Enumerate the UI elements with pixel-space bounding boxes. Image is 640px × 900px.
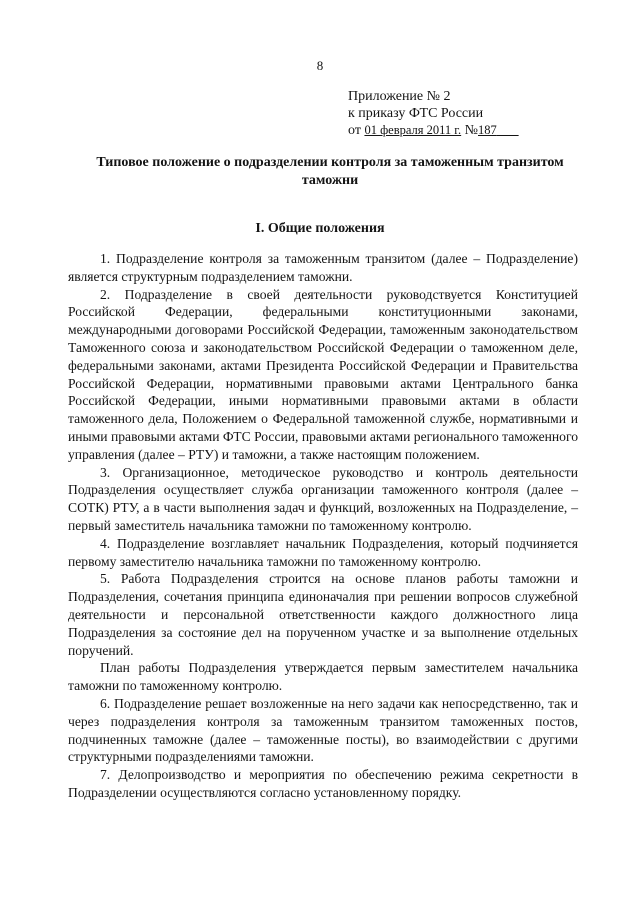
paragraph-5-plan: План работы Подразделения утверждается первым заместителем начальника таможни по таможенному контролю. xyxy=(68,660,578,694)
paragraph-7: 7. Делопроизводство и мероприятия по обеспечению режима секретности в Подразделении осуществляются согласно установленному порядку. xyxy=(68,767,578,800)
number-prefix: № xyxy=(464,123,478,138)
order-number: 187 xyxy=(478,123,497,137)
paragraph-1: 1. Подразделение контроля за таможенным транзитом (далее – Подразделение) является структурным подразделением таможни. xyxy=(68,251,578,284)
paragraph-4: 4. Подразделение возглавляет начальник Подразделения, который подчиняется первому заместителю начальника таможни по таможенному контролю. xyxy=(68,535,578,569)
paragraph-5: 5. Работа Подразделения строится на основе планов работы таможни и Подразделения, сочетания принципа единоначалия при решении вопросов служебной деятельности и персональной ответственности каждого должностного лица Подразделения за состояние дел на порученном участке и за выполнение отдельных поручений. xyxy=(68,571,578,658)
appendix-block xyxy=(348,88,519,139)
paragraph-3: 3. Организационное, методическое руководство и контроль деятельности Подразделения осуществляет служба организации таможенного контроля (далее – СОТК) РТУ, а в части выполнения задач и функций, возложенных на Подразделение, – первый заместитель начальника таможни по таможенному контролю. xyxy=(68,464,578,533)
appendix-date-line xyxy=(348,122,519,139)
paragraph-2: 2. Подразделение в своей деятельности руководствуется Конституцией Российской Федерации, федеральными конституционными законами, международными договорами Российской Федерации, таможенным законодательством Таможенного союза и законодательством Российской Федерации о таможенном деле, федеральными законами, актами Президента Российской Федерации и Правительства Российской Федерации, нормативными правовыми актами Центрального банка Российской Федерации, иными нормативными правовыми актами в области таможенного дела, Положением о Федеральной таможенной службе, нормативными и иными правовыми актами ФТС России, правовыми актами регионального таможенного управления (далее – РТУ) и таможни, а также настоящим положением. xyxy=(68,286,578,462)
order-number-underline xyxy=(497,123,519,137)
body-text xyxy=(68,250,578,802)
order-date: 01 февраля 2011 г. xyxy=(364,123,462,137)
paragraph-6: 6. Подразделение решает возложенные на него задачи как непосредственно, так и через подразделения контроля за таможенным транзитом таможенных постов, подчиненных таможне (далее – таможенные посты), во взаимодействии с другими структурными подразделениями таможни. xyxy=(68,695,578,765)
appendix-title: Приложение № 2 xyxy=(348,89,451,104)
page-number: 8 xyxy=(316,58,324,73)
appendix-order-ref: к приказу ФТС России xyxy=(348,106,484,121)
document-title: Типовое положение о подразделении контроля за таможенным транзитом таможни xyxy=(96,155,564,188)
section-heading: I. Общие положения xyxy=(255,221,385,236)
date-prefix: от xyxy=(348,123,361,138)
